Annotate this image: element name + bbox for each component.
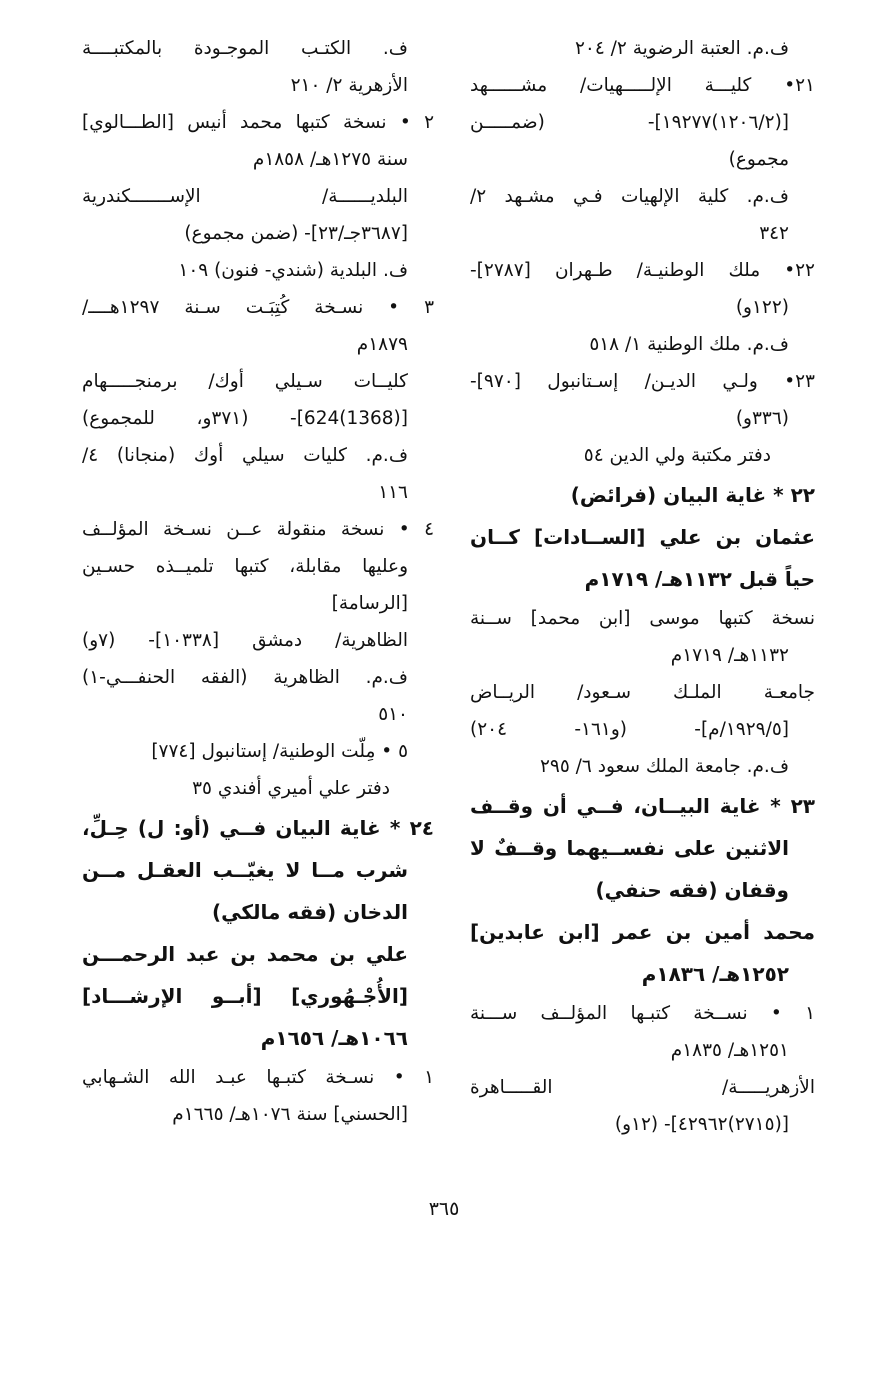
text-line: ٢٤ * غاية البيان فــي (أو: ل) حِـلِّ، <box>82 816 434 840</box>
text-line: [(1368)624]- (٣٧١و، للمجموع) <box>82 408 408 429</box>
text-line: سنة ١٢٧٥هـ/ ١٨٥٨م <box>252 149 408 170</box>
text-line: [الرسامة] <box>331 593 408 614</box>
text-line: ٢٣• ولـي الديـن/ إسـتانبول [٩٧٠]- <box>470 371 815 392</box>
text-line: علي بن محمد بن عبد الرحمـــن <box>82 942 408 966</box>
text-line: [الحسني] سنة ١٠٧٦هـ/ ١٦٦٥م <box>172 1104 408 1125</box>
text-line: ف.م. كليات سيلي أوك (منجانا) ٤/ <box>82 445 408 466</box>
text-line: نسخة كتبها موسى [ابن محمد] ســنة <box>470 608 815 629</box>
text-line: وعليها مقابلة، كتبها تلميــذه حسـين <box>82 556 408 577</box>
text-line: ٢٣ * غاية البيــان، فــي أن وقــف <box>470 794 815 818</box>
text-line: ١٢٥٢هـ/ ١٨٣٦م <box>641 962 789 986</box>
text-line: ف. البلدية (شندي- فنون) ١٠٩ <box>178 260 408 281</box>
text-line: ف.م. ملك الوطنية ١/ ٥١٨ <box>589 334 789 355</box>
text-line: عثمان بن علي [الســادات] كــان <box>470 525 815 549</box>
text-line: [(١٢٠٦/٢)١٩٢٧٧]- (ضمـــــن <box>470 112 789 133</box>
text-line: ف.م. العتبة الرضوية ٢/ ٢٠٤ <box>574 38 789 59</box>
text-line: ف.م. الظاهرية (الفقه الحنفـــي-١) <box>82 667 408 688</box>
text-line: ٣٤٢ <box>759 223 789 244</box>
text-line: حياً قبل ١١٣٢هـ/ ١٧١٩م <box>584 567 815 591</box>
text-line: ١٠٦٦هـ/ ١٦٥٦م <box>260 1026 408 1050</box>
text-line: ف.م. كلية الإلهيات فـي مشـهد ٢/ <box>470 186 789 207</box>
text-line: ١ • نسـخة كتبـها عبـد الله الشـهابي <box>82 1067 434 1088</box>
text-line: (٣٣٦و) <box>735 408 789 429</box>
text-line: كليــات سـيلي أوك/ برمنجـــــهام <box>82 371 408 392</box>
page-number: ٣٦٥ <box>428 1198 460 1220</box>
text-line: ٤ • نسخة منقولة عــن نسـخة المؤلــف <box>82 519 434 540</box>
text-line: ٢١• كليـــة الإلـــــهيات/ مشــــــهد <box>470 75 815 96</box>
text-line: ٥ • مِلّت الوطنية/ إستانبول [٧٧٤] <box>151 741 408 762</box>
text-line: ٢٢ * غاية البيان (فرائض) <box>570 483 815 507</box>
text-line: ٢٢• ملك الوطنيـة/ طـهران [٢٧٨٧]- <box>470 260 815 281</box>
text-line: (١٢٢و) <box>735 297 789 318</box>
text-line: دفتر علي أميري أفندي ٣٥ <box>192 778 390 799</box>
text-line: محمد أمين بن عمر [ابن عابدين] <box>470 920 815 944</box>
text-line: ١ • نســخة كتبـها المؤلــف ســـنة <box>470 1003 815 1024</box>
text-line: الاثنين على نفســيهما وقــفٌ لا <box>470 836 789 860</box>
right-column <box>470 30 815 1143</box>
text-line: البلديــــــة/ الإســـــــكندرية <box>82 186 408 207</box>
text-line: الدخان (فقه مالكي) <box>211 900 408 924</box>
text-line: ٢ • نسخة كتبها محمد أنيس [الطـــالوي] <box>82 112 434 133</box>
text-line: [(٢٧١٥)٤٢٩٦٢]- (١٢و) <box>614 1114 789 1135</box>
text-line: ٣ • نسـخة كُتِبَـت سـنة ١٢٩٧هــــ/ <box>82 297 434 318</box>
text-line: وقفان (فقه حنفي) <box>595 878 789 902</box>
text-line: الظاهرية/ دمشق [١٠٣٣٨]- (٧و) <box>82 630 408 651</box>
text-line: شرب مــا لا يغيّــب العقـل مــن <box>82 858 408 882</box>
text-line: مجموع) <box>728 149 789 170</box>
text-line: الأزهرية ٢/ ٢١٠ <box>290 75 408 96</box>
text-line: دفتر مكتبة ولي الدين ٥٤ <box>583 445 771 466</box>
text-line: ١٨٧٩م <box>356 334 408 355</box>
text-line: الأزهريـــــة/ القـــــاهرة <box>470 1077 815 1098</box>
left-column <box>82 30 434 1133</box>
text-line: ٥١٠ <box>378 704 408 725</box>
text-line: [الأُجْـهُوري] [أبــو الإرشـــاد] <box>82 984 408 1008</box>
text-line: [٣٦٨٧جـ/٢٣]- (ضمن مجموع) <box>184 223 408 244</box>
text-line: ١١٣٢هـ/ ١٧١٩م <box>670 645 789 666</box>
text-line: جامعـة الملـك سـعود/ الريــاض <box>470 682 815 703</box>
text-line: ف. الكتـب الموجـودة بالمكتبــــة <box>82 38 408 59</box>
text-line: ١١٦ <box>378 482 408 503</box>
text-line: [١٩٢٩/٥/م]- (و١٦١- ٢٠٤) <box>470 719 789 740</box>
text-line: ف.م. جامعة الملك سعود ٦/ ٢٩٥ <box>539 756 789 777</box>
text-line: ١٢٥١هـ/ ١٨٣٥م <box>670 1040 789 1061</box>
